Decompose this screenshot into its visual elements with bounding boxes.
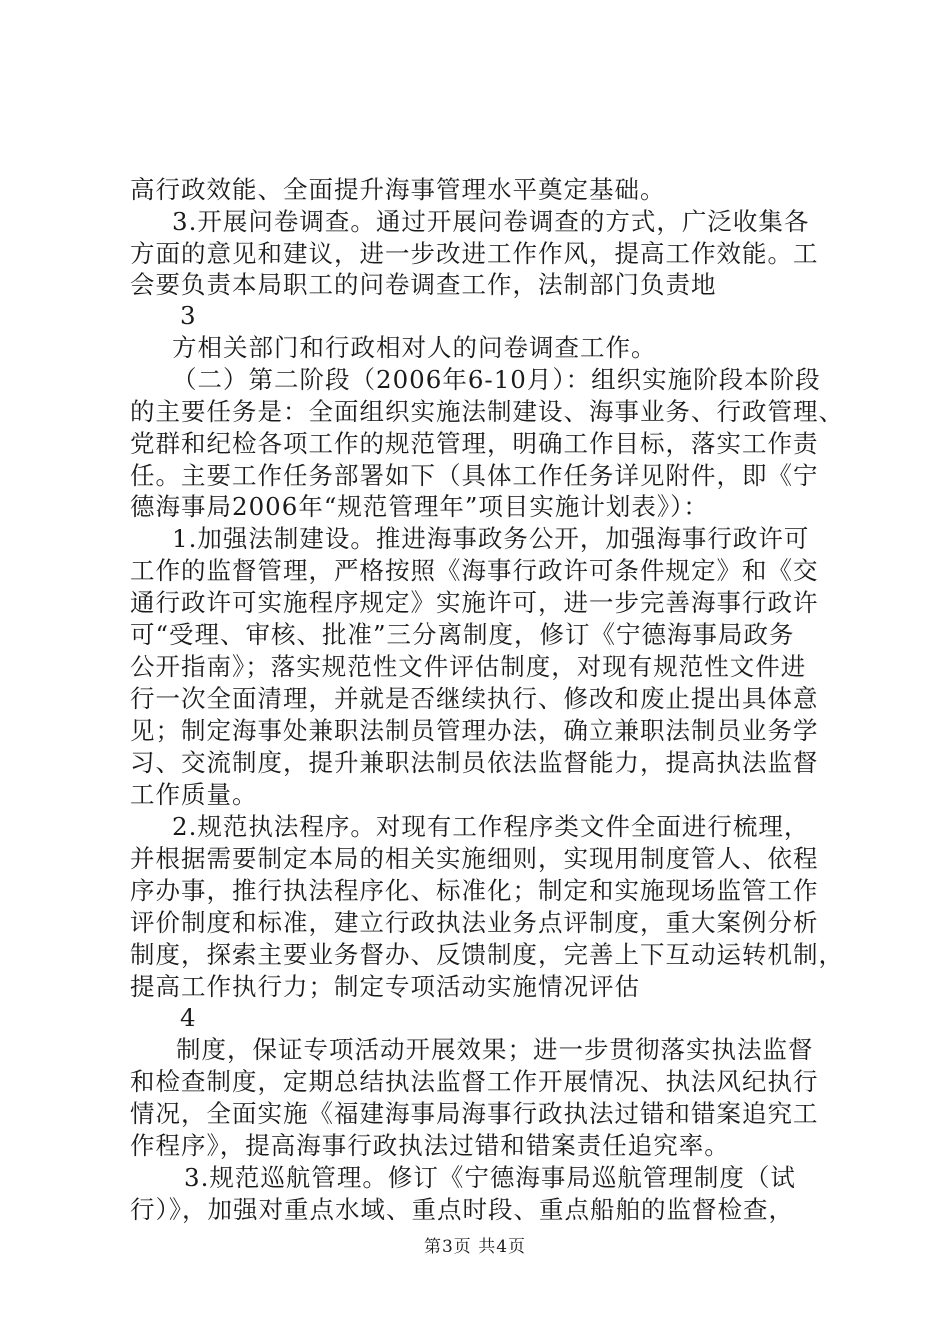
text-line: 提高工作执行力；制定专项活动实施情况评估 — [130, 972, 640, 1001]
text-line: 党群和纪检各项工作的规范管理，明确工作目标，落实工作责 — [130, 429, 819, 458]
text-line: 行一次全面清理，并就是否继续执行、修改和废止提出具体意 — [130, 684, 819, 713]
text-line: 会要负责本局职工的问卷调查工作，法制部门负责地 — [130, 270, 717, 299]
text-line: 序办事，推行执法程序化、标准化；制定和实施现场监管工作 — [130, 876, 819, 905]
page-marker: 4 — [180, 1003, 197, 1032]
page-marker: 3 — [180, 301, 197, 330]
text-line: 工作质量。 — [130, 780, 258, 809]
text-line: 德海事局2006年“规范管理年”项目实施计划表》）： — [130, 492, 709, 521]
text-line: 制度，保证专项活动开展效果；进一步贯彻落实执法监督 — [176, 1035, 814, 1064]
text-line: （二）第二阶段（2006年6-10月）：组织实施阶段本阶段 — [172, 365, 821, 394]
text-line: 并根据需要制定本局的相关实施细则，实现用制度管人、依程 — [130, 844, 819, 873]
text-line: 1.加强法制建设。推进海事政务公开，加强海事行政许可 — [172, 524, 810, 553]
text-line: 行）》，加强对重点水域、重点时段、重点船舶的监督检查， — [130, 1195, 794, 1224]
text-line: 高行政效能、全面提升海事管理水平奠定基础。 — [130, 175, 666, 204]
text-line: 方面的意见和建议，进一步改进工作作风，提高工作效能。工 — [130, 239, 819, 268]
text-line: 情况，全面实施《福建海事局海事行政执法过错和错案追究工 — [130, 1099, 819, 1128]
text-line: 习、交流制度，提升兼职法制员依法监督能力，提高执法监督 — [130, 748, 819, 777]
text-line: 公开指南》；落实规范性文件评估制度，对现有规范性文件进 — [130, 652, 807, 681]
text-line: 工作的监督管理，严格按照《海事行政许可条件规定》和《交 — [130, 556, 819, 585]
page-footer: 第3页 共4页 — [423, 1237, 527, 1257]
text-line: 任。主要工作任务部署如下（具体工作任务详见附件，即《宁 — [130, 461, 819, 490]
text-line: 制度，探索主要业务督办、反馈制度，完善上下互动运转机制， — [130, 940, 844, 969]
text-line: 的主要任务是：全面组织实施法制建设、海事业务、行政管理、 — [130, 397, 844, 426]
text-line: 通行政许可实施程序规定》实施许可，进一步完善海事行政许 — [130, 588, 819, 617]
text-line: 可“受理、审核、批准”三分离制度，修订《宁德海事局政务 — [130, 620, 795, 649]
text-line: 3.规范巡航管理。修订《宁德海事局巡航管理制度（试 — [184, 1163, 796, 1192]
text-line: 见；制定海事处兼职法制员管理办法，确立兼职法制员业务学 — [130, 716, 819, 745]
text-line: 2.规范执法程序。对现有工作程序类文件全面进行梳理， — [172, 812, 810, 841]
text-line: 和检查制度，定期总结执法监督工作开展情况、执法风纪执行 — [130, 1067, 819, 1096]
text-line: 3.开展问卷调查。通过开展问卷调查的方式，广泛收集各 — [172, 207, 810, 236]
text-line: 评价制度和标准，建立行政执法业务点评制度，重大案例分析 — [130, 908, 819, 937]
text-line: 方相关部门和行政相对人的问卷调查工作。 — [172, 333, 657, 362]
text-line: 作程序》，提高海事行政执法过错和错案责任追究率。 — [130, 1131, 730, 1160]
